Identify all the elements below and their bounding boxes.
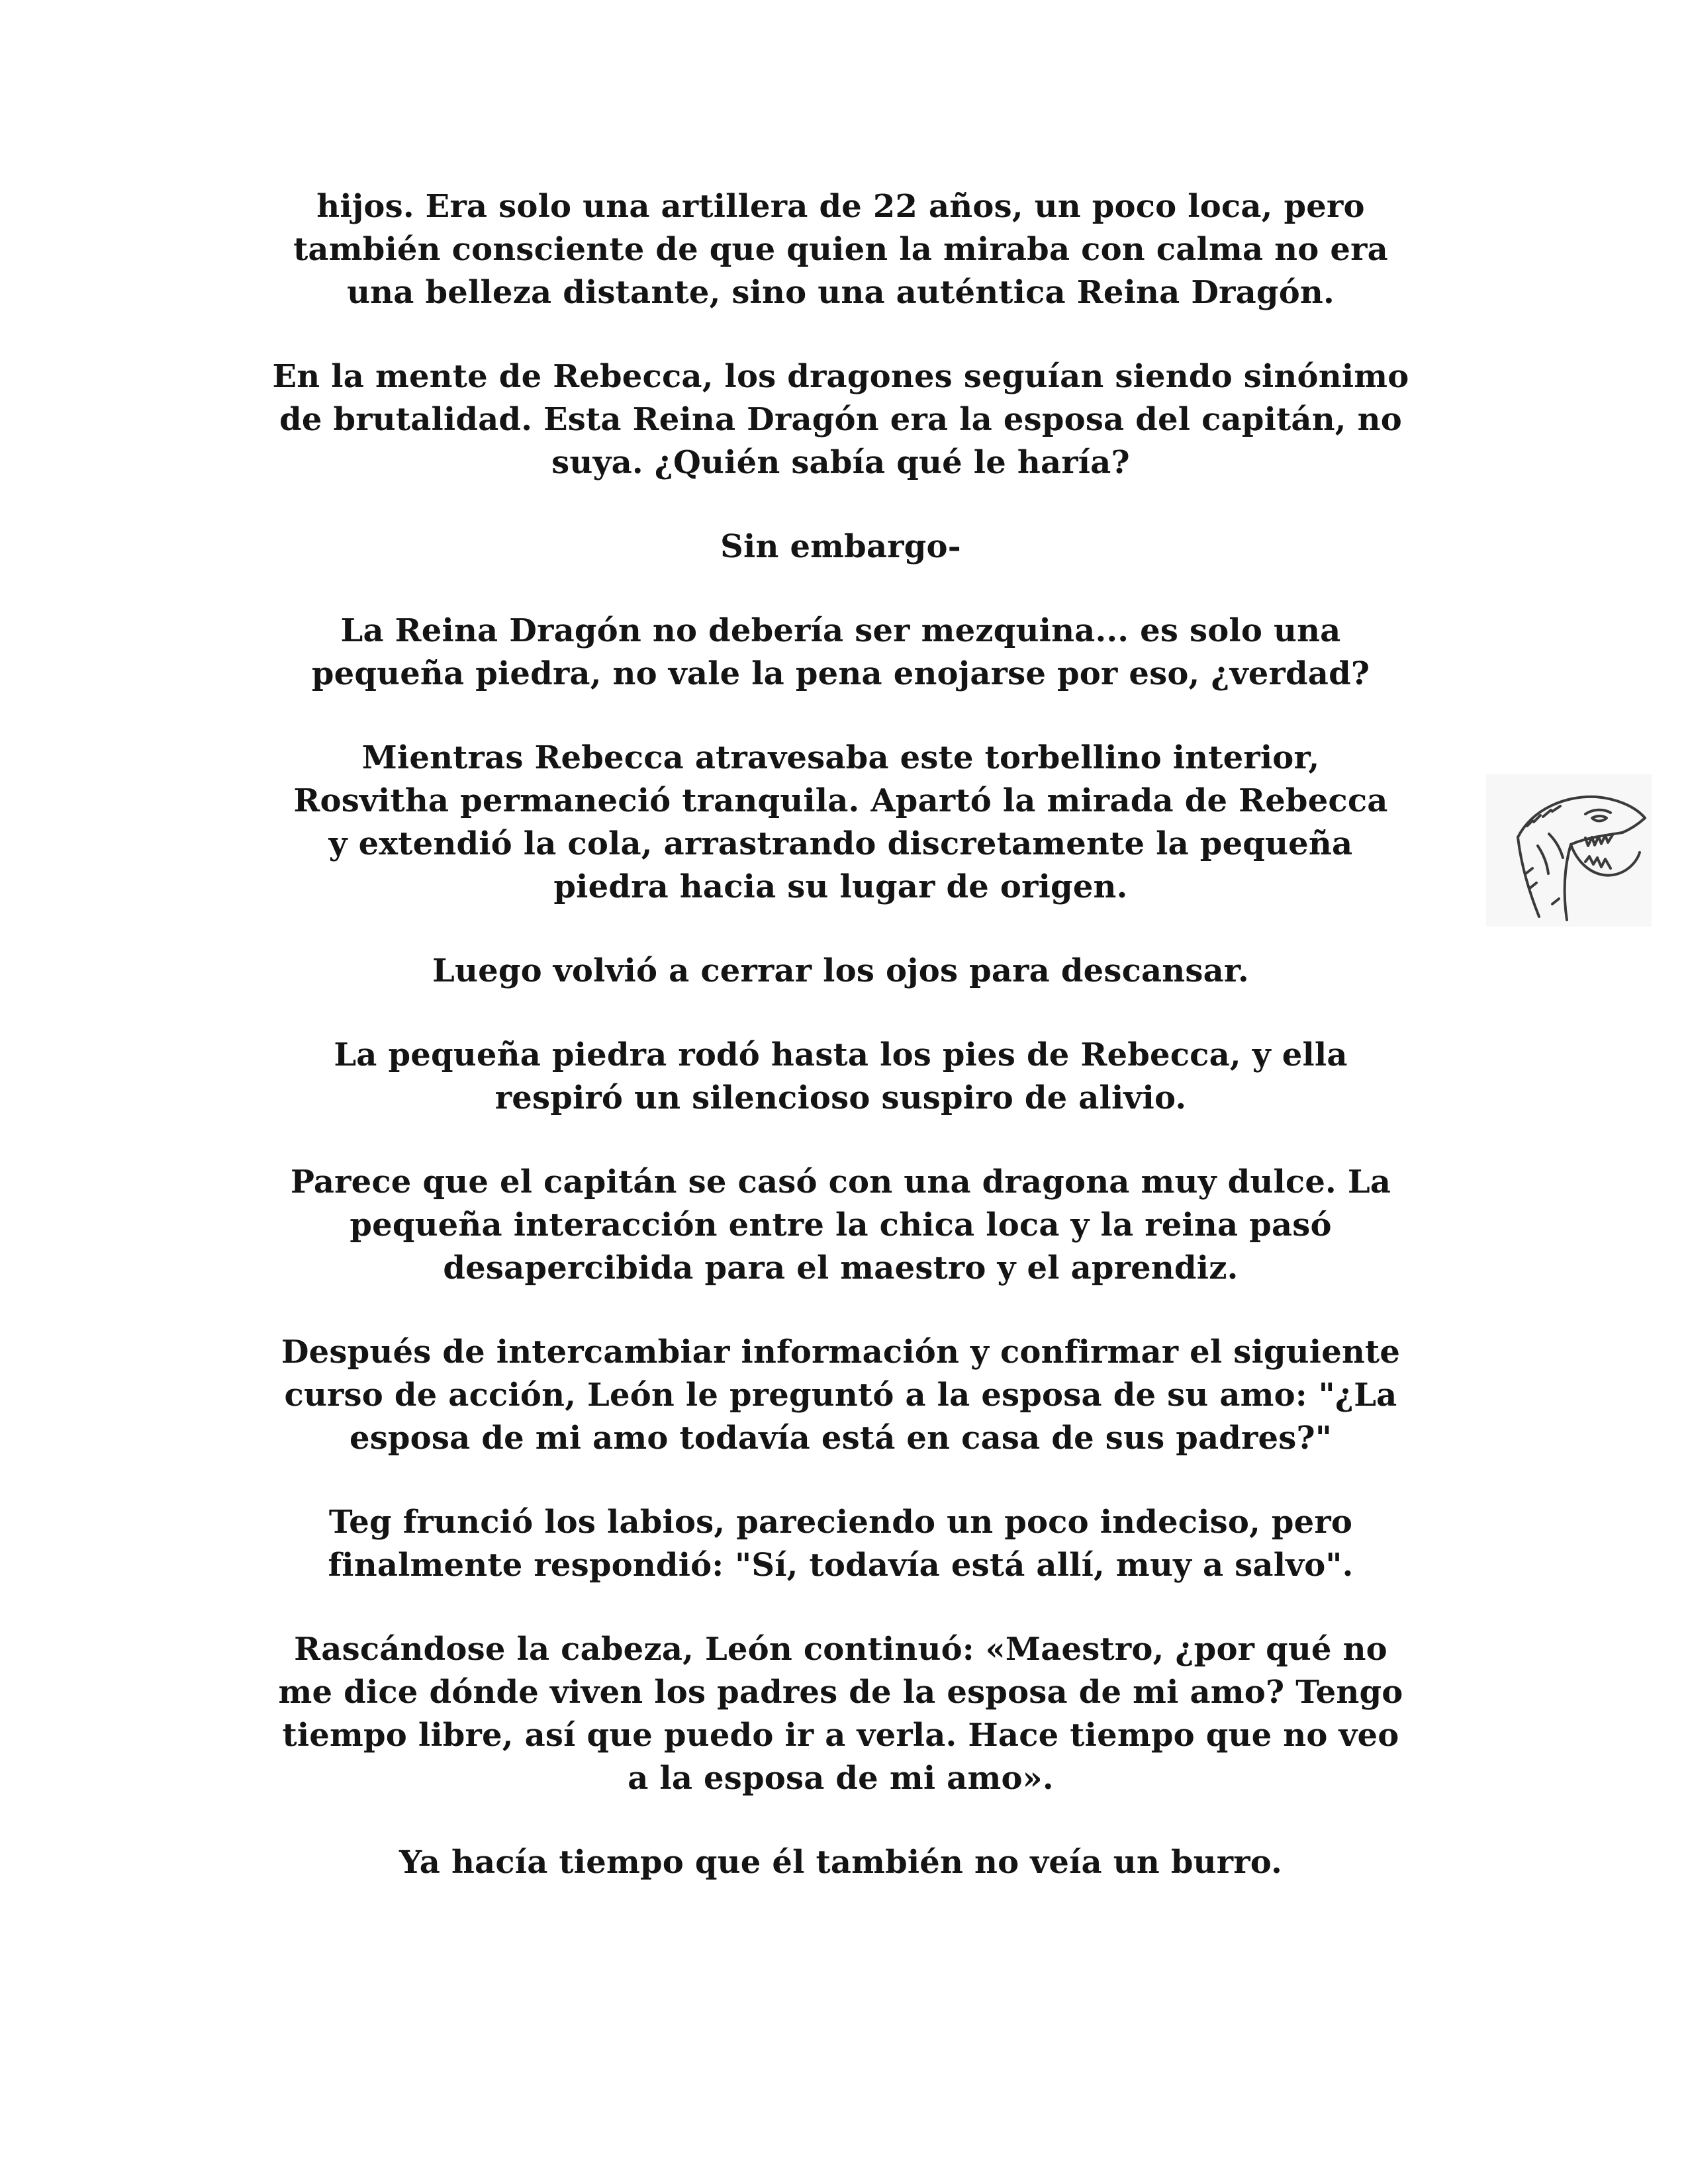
text-line: Parece que el capitán se casó con una dragona muy dulce. La — [290, 1163, 1391, 1201]
text-line: y extendió la cola, arrastrando discretamente la pequeña — [328, 825, 1353, 862]
text-line: me dice dónde viven los padres de la esposa de mi amo? Tengo — [278, 1674, 1403, 1711]
dragon-head-sketch-icon — [1486, 774, 1652, 927]
text-line: de brutalidad. Esta Reina Dragón era la esposa del capitán, no — [279, 401, 1402, 438]
text-line: una belleza distante, sino una auténtica Reina Dragón. — [347, 274, 1335, 311]
text-line: La Reina Dragón no debería ser mezquina... es solo una — [340, 612, 1341, 649]
text-line: esposa de mi amo todavía está en casa de sus padres?" — [349, 1420, 1333, 1457]
text-line: curso de acción, León le preguntó a la esposa de su amo: "¿La — [284, 1377, 1397, 1414]
text-line: Luego volvió a cerrar los ojos para descansar. — [432, 952, 1249, 989]
paragraph-2 — [218, 355, 1463, 484]
document-body — [218, 185, 1463, 1925]
text-line: Después de intercambiar información y confirmar el siguiente — [281, 1334, 1401, 1371]
text-line: suya. ¿Quién sabía qué le haría? — [551, 444, 1130, 481]
text-line: Rosvitha permaneció tranquila. Apartó la mirada de Rebecca — [293, 782, 1388, 819]
text-line: Ya hacía tiempo que él también no veía un burro. — [399, 1844, 1282, 1881]
paragraph-12 — [218, 1841, 1463, 1884]
text-line: En la mente de Rebecca, los dragones seguían siendo sinónimo — [272, 358, 1409, 395]
text-line: La pequeña piedra rodó hasta los pies de Rebecca, y ella — [334, 1036, 1348, 1073]
text-line: también consciente de que quien la miraba con calma no era — [293, 231, 1388, 268]
paragraph-10 — [218, 1501, 1463, 1587]
text-line: Sin embargo- — [720, 528, 961, 565]
text-line: desapercibida para el maestro y el aprendiz. — [443, 1250, 1239, 1287]
text-line: a la esposa de mi amo». — [628, 1760, 1054, 1797]
text-line: Mientras Rebecca atravesaba este torbellino interior, — [361, 739, 1320, 776]
text-line: Teg frunció los labios, pareciendo un poco indeciso, pero — [328, 1504, 1353, 1541]
paragraph-11 — [218, 1628, 1463, 1800]
text-line: respiró un silencioso suspiro de alivio. — [494, 1079, 1187, 1116]
paragraph-7 — [218, 1034, 1463, 1120]
paragraph-1 — [218, 185, 1463, 314]
text-line: hijos. Era solo una artillera de 22 años, un poco loca, pero — [316, 188, 1365, 225]
paragraph-4 — [218, 610, 1463, 696]
text-line: Rascándose la cabeza, León continuó: «Maestro, ¿por qué no — [294, 1631, 1387, 1668]
text-line: pequeña piedra, no vale la pena enojarse por eso, ¿verdad? — [311, 655, 1370, 692]
paragraph-6 — [218, 950, 1463, 993]
text-line: tiempo libre, así que puedo ir a verla. Hace tiempo que no veo — [282, 1717, 1399, 1754]
paragraph-9 — [218, 1331, 1463, 1460]
paragraph-5 — [218, 737, 1463, 909]
text-line: pequeña interacción entre la chica loca y la reina pasó — [350, 1206, 1332, 1244]
paragraph-3 — [218, 525, 1463, 569]
paragraph-8 — [218, 1161, 1463, 1290]
text-line: finalmente respondió: "Sí, todavía está allí, muy a salvo". — [328, 1547, 1354, 1584]
text-line: piedra hacia su lugar de origen. — [553, 868, 1128, 905]
